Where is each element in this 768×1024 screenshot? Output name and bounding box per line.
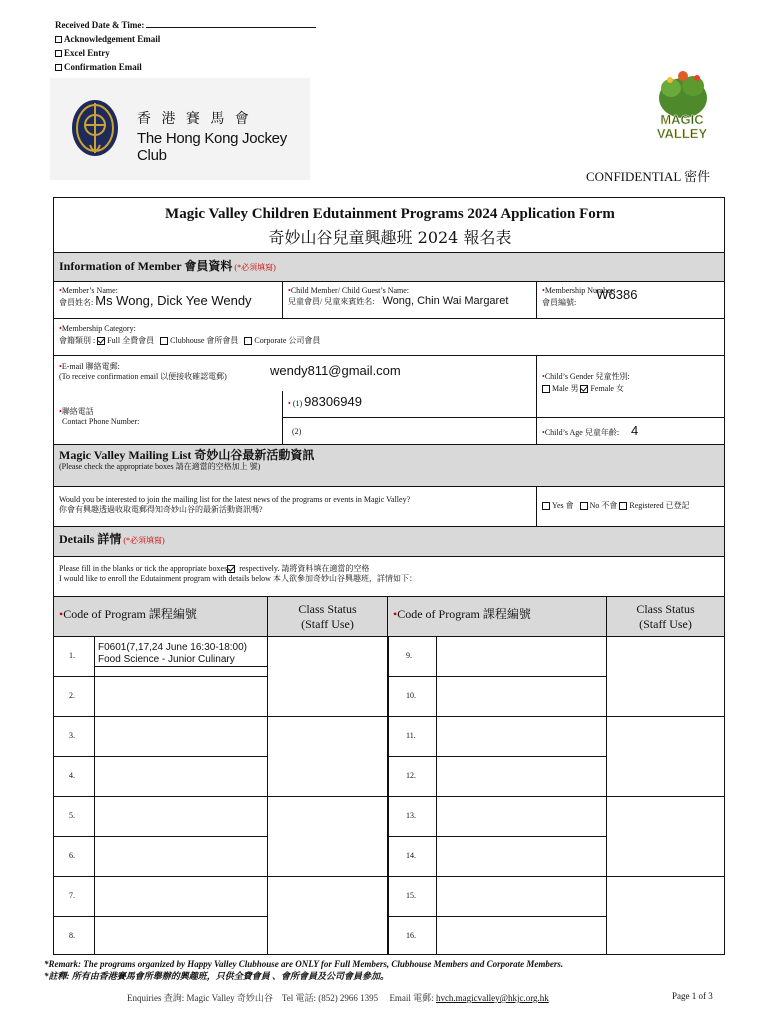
program-code-input-left[interactable] xyxy=(95,877,268,917)
category-clubhouse-label: Clubhouse 會所會員 xyxy=(170,336,239,345)
col-code-left: •Code of Program 課程編號 xyxy=(54,597,268,637)
member-name-cell[interactable]: •Member’s Name: 會員姓名: Ms Wong, Dick Yee Wendy xyxy=(54,282,283,319)
program-code-input-left[interactable] xyxy=(95,677,268,717)
confidential-label: CONFIDENTIAL 密件 xyxy=(586,169,711,184)
program-code-input-left[interactable] xyxy=(95,837,268,877)
mailing-note: (Please check the appropriate boxes 請在適當的空格加上 號) xyxy=(59,462,261,471)
mv-logo-line1: MAGIC xyxy=(660,112,704,127)
footer-enquiries: Enquiries 查詢: Magic Valley 奇妙山谷 xyxy=(127,993,273,1003)
col-status-right-2: (Staff Use) xyxy=(639,617,692,631)
program-code-input-right[interactable] xyxy=(437,917,607,955)
gender-female-label: Female 女 xyxy=(590,384,624,393)
email-value: wendy811@gmail.com xyxy=(270,363,401,378)
row-number-left: 5. xyxy=(54,797,95,837)
admin-checklist xyxy=(55,18,316,74)
program-code-input-right[interactable] xyxy=(437,717,607,757)
phone-label-en: Contact Phone Number: xyxy=(62,417,140,426)
program-code-input-right[interactable] xyxy=(437,677,607,717)
received-blank[interactable] xyxy=(146,20,316,28)
row-number-left: 1. xyxy=(54,637,95,677)
membership-number-label-zh: 會員編號: xyxy=(542,298,577,307)
instr2: I would like to enroll the Edutainment program with details below 本人欲參加奇妙山谷興趣班，詳情如下： xyxy=(59,574,417,583)
row-number-right: 15. xyxy=(388,877,437,917)
details-header xyxy=(54,527,725,557)
footer xyxy=(127,991,549,1004)
child-name-cell[interactable]: •Child Member/ Child Guest’s Name: 兒童會員/ 兒童來賓姓名: Wong, Chin Wai Margaret xyxy=(283,282,537,319)
membership-number-value: W6386 xyxy=(596,287,638,302)
child-gender-cell: •Child’s Gender 兒童性別: Male 男 Female 女 xyxy=(537,356,725,418)
row-number-left: 8. xyxy=(54,917,95,955)
mailing-heading: Magic Valley Mailing List 奇妙山谷最新活動資訊 xyxy=(59,448,315,462)
col-status-left xyxy=(268,597,388,637)
magic-valley-logo xyxy=(645,66,720,146)
instr1-a: Please fill in the blanks or tick the appropriate boxes xyxy=(59,564,228,573)
mailing-yes-checkbox[interactable] xyxy=(542,502,550,510)
category-full-label: Full 全費會員 xyxy=(107,336,155,345)
instr1-b: respectively. 請將資料填在適當的空格 xyxy=(237,564,370,573)
row-number-right: 12. xyxy=(388,757,437,797)
row-number-left: 3. xyxy=(54,717,95,757)
row-number-right: 16. xyxy=(388,917,437,955)
ack-checkbox[interactable] xyxy=(55,36,62,43)
row-number-left: 4. xyxy=(54,757,95,797)
phone-label-zh: 聯絡電話 xyxy=(61,407,94,416)
email-cell[interactable]: •E-mail 聯絡電郵: (To receive confirmation email 以便接收確認電郵) wendy811@gmail.com xyxy=(54,356,537,418)
phone1-prefix: (1) xyxy=(292,399,303,408)
program-code-input-left[interactable] xyxy=(95,797,268,837)
details-required: (*必須填寫) xyxy=(123,536,165,545)
category-clubhouse-checkbox[interactable] xyxy=(160,337,168,345)
mailing-yes-label: Yes 會 xyxy=(552,501,574,510)
status-left-3[interactable] xyxy=(268,797,388,877)
child-name-label-en: Child Member/ Child Guest’s Name: xyxy=(290,286,410,295)
category-corporate-checkbox[interactable] xyxy=(244,337,252,345)
col-code-right-label: Code of Program 課程編號 xyxy=(397,607,531,621)
gender-male-label: Male 男 xyxy=(552,384,579,393)
gender-male-checkbox[interactable] xyxy=(542,385,550,393)
member-name-label-en: Member’s Name: xyxy=(61,286,118,295)
form-title-en: Magic Valley Children Edutainment Programs 2024 Application Form xyxy=(165,206,615,222)
status-left-2[interactable] xyxy=(268,717,388,797)
col-status-right-1: Class Status xyxy=(636,602,695,616)
ack-label: Acknowledgement Email xyxy=(64,34,161,44)
mailing-question-zh: 你會有興趣透過收取電郵得知奇妙山谷的最新活動資訊嗎? xyxy=(59,505,263,514)
row-number-left: 2. xyxy=(54,677,95,717)
details-heading: Details 詳情 xyxy=(59,532,122,546)
status-left-4[interactable] xyxy=(268,877,388,955)
member-info-heading: Information of Member 會員資料 xyxy=(59,259,233,273)
mailing-registered-checkbox[interactable] xyxy=(619,502,627,510)
phone1-value: 98306949 xyxy=(304,394,362,409)
child-name-label-zh: 兒童會員/ 兒童來賓姓名: xyxy=(288,297,375,306)
row-number-right: 13. xyxy=(388,797,437,837)
row-number-left: 6. xyxy=(54,837,95,877)
status-right-1[interactable] xyxy=(607,637,725,717)
category-label-en: Membership Category: xyxy=(61,324,136,333)
col-code-left-label: Code of Program 課程編號 xyxy=(63,607,197,621)
col-code-right: •Code of Program 課程編號 xyxy=(388,597,607,637)
page-number: Page 1 of 3 xyxy=(672,991,713,1001)
application-form xyxy=(53,197,725,955)
footer-email-link[interactable]: hvch.magicvalley@hkjc.org.hk xyxy=(435,993,549,1003)
row-number-right: 9. xyxy=(388,637,437,677)
remark-en: *Remark: The programs organized by Happy Valley Clubhouse are ONLY for Full Members, Clubhouse Members and Corporate Members. xyxy=(44,959,564,969)
member-info-required: (*必須填寫) xyxy=(234,263,276,272)
mailing-question-en: Would you be interested to join the mailing list for the latest news of the programs or events in Magic Valley? xyxy=(59,495,411,504)
gender-label: Child’s Gender 兒童性別: xyxy=(544,372,630,381)
phone2-prefix: (2) xyxy=(292,427,302,436)
member-name-label-zh: 會員姓名: xyxy=(59,298,94,307)
mailing-question-cell xyxy=(54,487,537,527)
program-code-input-left[interactable] xyxy=(95,717,268,757)
child-age-cell[interactable]: •Child’s Age 兒童年齡: 4 xyxy=(537,418,725,445)
row-number-right: 10. xyxy=(388,677,437,717)
row-number-right: 14. xyxy=(388,837,437,877)
instr-check-icon xyxy=(227,565,235,573)
program-code-input-right[interactable] xyxy=(437,637,607,677)
footer-email-label: Email 電郵: xyxy=(389,993,434,1003)
hkjc-emblem-icon xyxy=(70,95,120,161)
mailing-registered-label: Registered 已登記 xyxy=(629,501,690,510)
status-left-1[interactable] xyxy=(268,637,388,717)
membership-number-label-en: Membership Number: xyxy=(544,286,616,295)
email-label: E-mail 聯絡電郵: xyxy=(61,362,120,371)
col-status-left-1: Class Status xyxy=(298,602,357,616)
col-status-right xyxy=(607,597,725,637)
status-right-3[interactable] xyxy=(607,797,725,877)
mailing-answer-cell xyxy=(537,487,725,527)
mailing-list-header xyxy=(54,445,725,487)
program-code-input-right[interactable] xyxy=(437,837,607,877)
program-code-input-left[interactable] xyxy=(95,757,268,797)
program-code-input-right[interactable] xyxy=(437,877,607,917)
program-entry-1-line2: Food Science - Junior Culinary xyxy=(95,654,267,667)
hkjc-logo xyxy=(50,78,310,180)
remark-zh: *註釋: 所有由香港賽馬會所舉辦的興趣班，只供全費會員 、會所會員及公司會員參加。 xyxy=(44,971,389,981)
excel-checkbox[interactable] xyxy=(55,50,62,57)
phone-label-cell: •聯絡電話 Contact Phone Number: xyxy=(54,391,283,445)
age-value: 4 xyxy=(631,423,639,438)
mailing-no-checkbox[interactable] xyxy=(580,502,588,510)
program-code-input-left[interactable] xyxy=(95,637,268,677)
phone1-cell[interactable]: • (1) 98306949 xyxy=(283,391,537,418)
member-info-header xyxy=(54,252,725,282)
program-code-input-right[interactable] xyxy=(437,757,607,797)
category-corporate-label: Corporate 公司會員 xyxy=(254,336,321,345)
mailing-no-label: No 不會 xyxy=(589,501,618,510)
status-right-4[interactable] xyxy=(607,877,725,955)
program-code-input-left[interactable] xyxy=(95,917,268,955)
gender-female-checkbox[interactable] xyxy=(580,385,588,393)
membership-number-cell[interactable]: •Membership Number: 會員編號: W6386 xyxy=(537,282,725,319)
hkjc-name-en: The Hong Kong Jockey Club xyxy=(137,130,287,164)
hkjc-name-zh: 香 港 賽 馬 會 xyxy=(137,111,252,127)
mv-logo-line2: VALLEY xyxy=(656,126,708,141)
phone2-cell[interactable] xyxy=(283,418,537,445)
status-right-2[interactable] xyxy=(607,717,725,797)
category-label-zh: 會籍類別 : xyxy=(59,336,96,345)
program-entry-1-line1: F0601(7,17,24 June 16:30-18:00) xyxy=(98,642,247,653)
footer-tel: Tel 電話: (852) 2966 1395 xyxy=(281,993,379,1003)
row-number-right: 11. xyxy=(388,717,437,757)
received-label: Received Date & Time: xyxy=(55,20,145,30)
category-full-checkbox[interactable] xyxy=(97,337,105,345)
details-instructions xyxy=(54,557,725,597)
confirm-checkbox[interactable] xyxy=(55,64,62,71)
child-name-value: Wong, Chin Wai Margaret xyxy=(382,295,509,307)
form-title-zh: 奇妙山谷兒童興趣班 2024 報名表 xyxy=(268,228,512,247)
member-name-value: Ms Wong, Dick Yee Wendy xyxy=(95,293,252,308)
program-code-input-right[interactable] xyxy=(437,797,607,837)
age-label: Child’s Age 兒童年齡: xyxy=(544,428,620,437)
membership-category-cell: •Membership Category: 會籍類別 : Full 全費會員 Clubhouse 會所會員 Corporate 公司會員 xyxy=(54,319,725,356)
col-status-left-2: (Staff Use) xyxy=(301,617,354,631)
remark xyxy=(44,958,563,982)
row-number-left: 7. xyxy=(54,877,95,917)
confirm-label: Confirmation Email xyxy=(64,62,142,72)
email-note: (To receive confirmation email 以便接收確認電郵) xyxy=(59,372,227,381)
excel-label: Excel Entry xyxy=(64,48,110,58)
